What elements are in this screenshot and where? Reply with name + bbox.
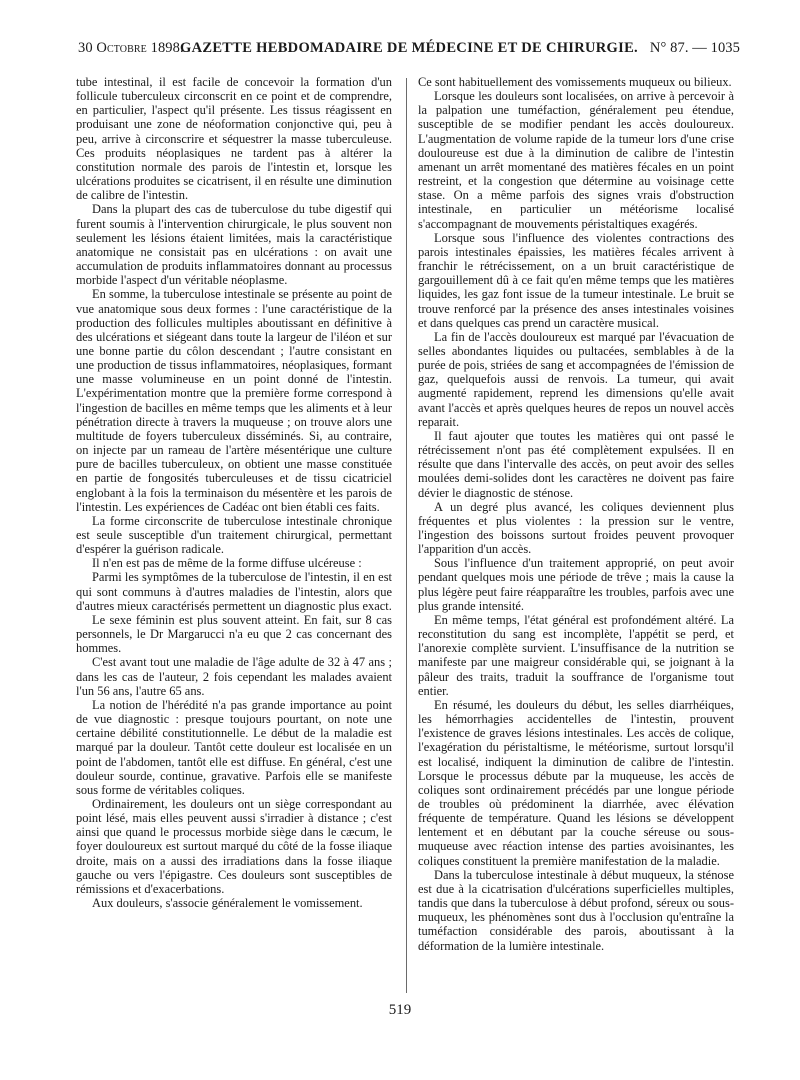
paragraph: En somme, la tuberculose intestinale se présente au point de vue anatomique sous deux formes : l'une caractéristique de la production des follicules multiples aboutissant en définitive à des ulcérations et siégeant dans toute la largeur de l'iléon et sur une bonne partie du côlon descendant ; l'autre consistant en une production de tissus inflammatoires, néoplasiques, formant une masse volumineuse en un point donné de l'intestin. L'expérimentation montre que la première forme correspond à l'ingestion de bacilles en même temps que les aliments et à leur pénétration directe à travers la muqueuse ; on trouve alors une multitude de foyers tuberculeux disséminés. Si, au contraire, on injecte par un rameau de l'artère mésentérique une culture pure de bacilles tuberculeux, on obtient une masse constituée en partie de fongosités tuberculeuses et de tissu cicatriciel englobant à la fois la terminaison du mésentère et les parois de l'intestin. Les expériences de Cadéac ont bien établi ces faits.	[76, 287, 392, 514]
paragraph: Le sexe féminin est plus souvent atteint. En fait, sur 8 cas personnels, le Dr Margarucci n'a eu que 2 cas concernant des hommes.	[76, 612, 392, 656]
running-header	[78, 38, 740, 60]
paragraph: Il n'en est pas de même de la forme diffuse ulcéreuse :	[92, 556, 362, 571]
paragraph: Dans la plupart des cas de tuberculose du tube digestif qui furent soumis à l'intervention chirurgicale, le plus souvent non seulement les lésions étaient limitées, mais la caractéristique anatomique ne consistait pas en ulcérations : on avait une accumulation de produits inflammatoires donnant au processus morbide l'aspect d'un véritable néoplasme.	[76, 202, 392, 288]
paragraph: A un degré plus avancé, les coliques deviennent plus fréquentes et plus violentes : la pression sur le ventre, l'ingestion des boissons surtout froides peuvent provoquer l'apparition d'un accès.	[418, 499, 734, 557]
paragraph: Lorsque les douleurs sont localisées, on arrive à percevoir à la palpation une tuméfaction, généralement peu étendue, susceptible de se modifier pendant les accès douloureux. L'augmentation de volume rapide de la tumeur lors d'une crise douloureuse est due à la diminution de calibre de l'intestin amenant un arrêt momentané des matières fécales en un point restreint, et la congestion que détermine au voisinage cette stase. On a même parfois des signes vrais d'obstruction intestinale, en particulier un météorisme localisé s'accompagnant de mouvements péristaltiques exagérés.	[418, 89, 734, 231]
paragraph: Il faut ajouter que toutes les matières qui ont passé le rétrécissement n'ont pas été complètement expulsées. Il en résulte que dans l'intervalle des accès, on peut avoir des selles moulées demi-solides dont les caractères ne doivent pas faire dévier le diagnostic de sténose.	[418, 428, 734, 500]
column-divider	[406, 78, 407, 993]
issue-page-number: N° 87. — 1035	[649, 40, 740, 56]
left-column	[76, 75, 392, 995]
right-column	[418, 75, 734, 995]
paragraph: Sous l'influence d'un traitement approprié, on peut avoir pendant quelques mois une période de trêve ; mais la cause la plus légère peut faire réapparaître les troubles, parfois avec une plus grande intensité.	[418, 556, 734, 613]
paragraph: La notion de l'hérédité n'a pas grande importance au point de vue diagnostic : presque toujours pourtant, on note une certaine débilité constitutionnelle. Le début de la maladie est marqué par la douleur. Tantôt cette douleur est localisée en un point de l'abdomen, tantôt elle est diffuse. En général, c'est une douleur sourde, continue, gravative. Parfois elle se manifeste sous forme de véritables coliques.	[76, 697, 392, 797]
paragraph: La forme circonscrite de tuberculose intestinale chronique est seule susceptible d'un traitement chirurgical, permettant d'espérer la guérison radicale.	[76, 513, 392, 557]
paragraph: tube intestinal, il est facile de concevoir la formation d'un follicule tuberculeux circonscrit en ce point et de comprendre, en particulier, l'aspect qu'il présente. Les tissus réagissent en produisant une zone de néoformation conjonctive qui, peu à peu, arrive à circonscrire et séquestrer la masse tuberculeuse. Ces produits néoplasiques ne tardent pas à altérer la constitution normale des parois de l'intestin et, lorsque les ulcérations produites se cicatrisent, il en résulte une diminution de calibre de l'intestin.	[76, 75, 392, 203]
paragraph: La fin de l'accès douloureux est marqué par l'évacuation de selles abondantes liquides ou pultacées, semblables à de la purée de pois, striées de sang et accompagnées de l'émission de gaz, quelquefois aussi de renvois. La tumeur, qui avait augmenté rapidement, reprend les dimensions qu'elle avait avant l'accès et après quelques heures de repos un nouvel accès reparait.	[418, 329, 734, 429]
paragraph: Ordinairement, les douleurs ont un siège correspondant au point lésé, mais elles peuvent aussi s'irradier à distance ; c'est ainsi que quand le processus morbide siège dans le cæcum, le foyer douloureux est surtout marqué du côté de la fosse iliaque droite, mais on a aussi des irradiations dans la fosse iliaque gauche ou vers l'épigastre. Ces douleurs sont susceptibles de rémissions et d'exacerbations.	[76, 796, 392, 896]
paragraph: Parmi les symptômes de la tuberculose de l'intestin, il en est qui sont communs à d'autres maladies de l'intestin, alors que d'autres mieux caractérisés permettent un diagnostic plus exact.	[76, 570, 392, 613]
header-date: 30 Octobre 1898.	[78, 40, 184, 56]
paragraph: Ce sont habituellement des vomissements muqueux ou bilieux.	[418, 75, 732, 89]
paragraph: C'est avant tout une maladie de l'âge adulte de 32 à 47 ans ; dans les cas de l'auteur, 2 fois cependant les malades avaient l'un 56 ans, l'autre 65 ans.	[76, 655, 392, 698]
page-folio: 519	[388, 1002, 412, 1018]
journal-title: GAZETTE HEBDOMADAIRE DE MÉDECINE ET DE CHIRURGIE.	[180, 40, 638, 56]
paragraph: En même temps, l'état général est profondément altéré. La reconstitution du sang est incomplète, l'appétit se perd, et l'anorexie complète survient. L'insuffisance de la nutrition se manifeste par une maigreur considérable qui, se joignant à la pâleur des traits, traduit la souffrance de l'organisme tout entier.	[418, 612, 734, 698]
paragraph: En résumé, les douleurs du début, les selles diarrhéiques, les hémorrhagies accidentelles de l'intestin, prouvent l'existence de graves lésions intestinales. Les accès de colique, l'exagération du péristaltisme, le météorisme, surtout lorsqu'il est localisé, indiquent la diminution de calibre de l'intestin. Lorsque le processus débute par la muqueuse, les accès de coliques sont ordinairement précédés par une longue période de troubles où prédominent la diarrhée, avec élévation fréquente de température. Quand les lésions se développent lentement et en débutant par la couche séreuse ou sous-muqueuse avec réaction intense des parties avoisinantes, les coliques constituent la première manifestation de la maladie.	[418, 697, 734, 868]
paragraph: Dans la tuberculose intestinale à début muqueux, la sténose est due à la cicatrisation d'ulcérations superficielles multiples, tandis que dans la tuberculose à début profond, séreux ou sous-muqueux, les phénomènes sont dus à l'occlusion qu'entraîne la tuméfaction considérable des parois, aboutissant à la déformation de la lumière intestinale.	[418, 867, 734, 953]
paragraph: Aux douleurs, s'associe généralement le vomissement.	[92, 896, 363, 911]
paragraph: Lorsque sous l'influence des violentes contractions des parois intestinales épaissies, les matières fécales arrivent à franchir le rétrécissement, on a un bruit caractéristique de gargouillement dû à ce fait qu'en même temps que les matières liquides, les gaz font issue de la tumeur intestinale. Le bruit se trouve renforcé par la présence des anses intestinales voisines et dans quelques cas prend un caractère musical.	[418, 230, 734, 330]
